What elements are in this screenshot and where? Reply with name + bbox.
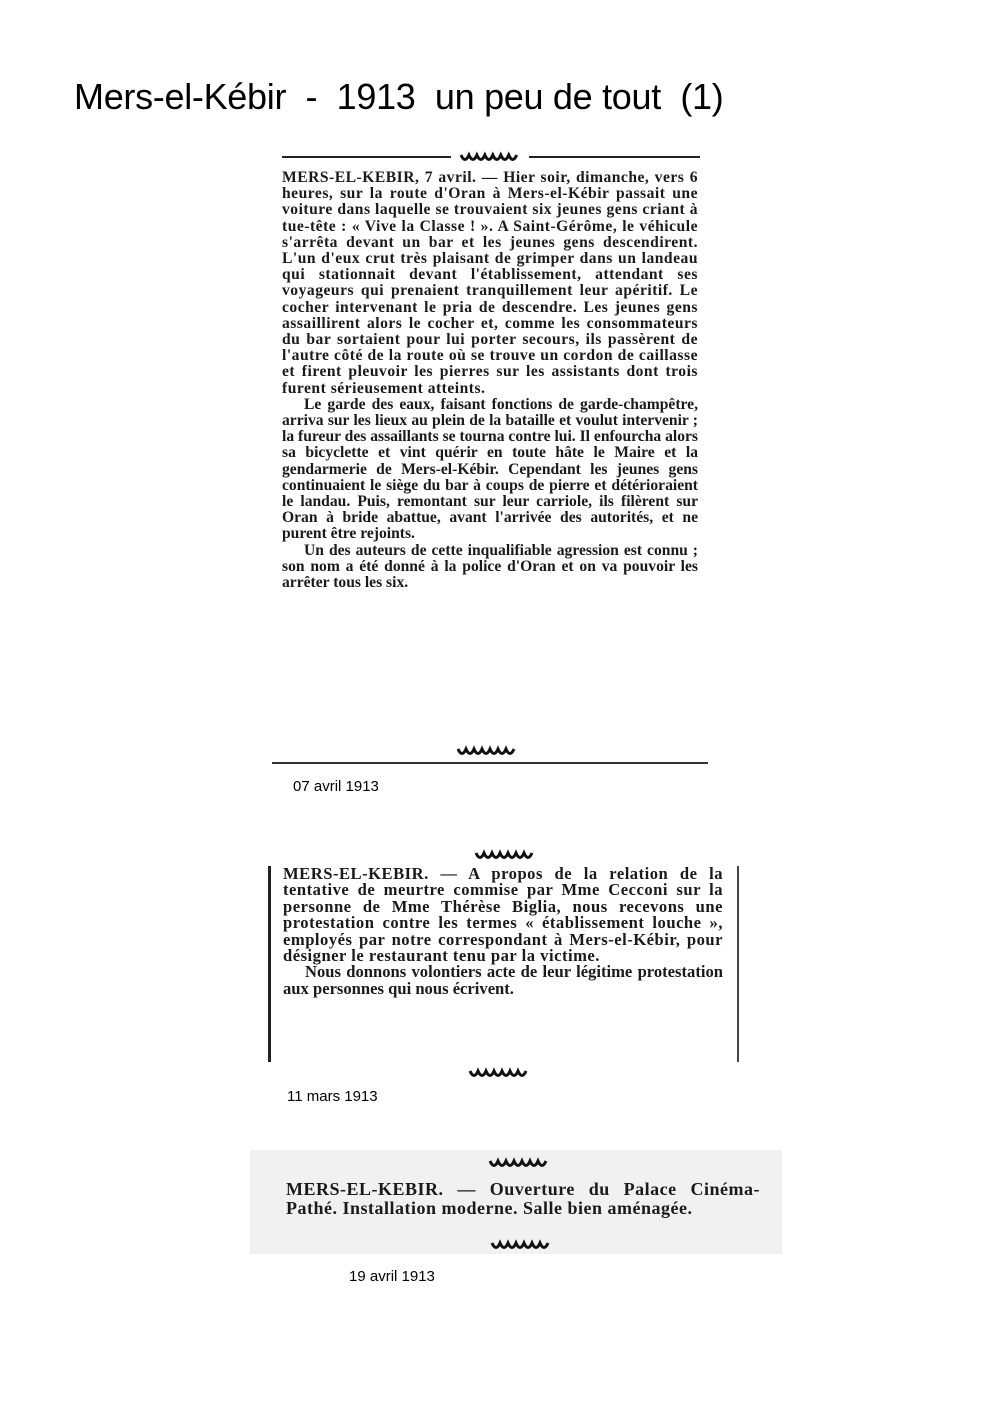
clipping-2-paragraph: Nous donnons volontiers acte de leur légitime protestation aux personnes qui nous écrivent. <box>283 962 723 998</box>
clipping-2-paragraph: MERS-EL-KEBIR. — A propos de la relation de la tentative de meurtre commise par Mme Cecconi sur la personne de Mme Thérèse Biglia, nous recevons une protestation contre les termes « établissement louche », employés par notre correspondant à Mers-el-Kébir, pour désigner le restaurant tenu par la victime. <box>283 864 723 966</box>
wavy-separator-icon <box>488 1156 550 1170</box>
clipping-1-paragraph: Un des auteurs de cette inqualifiable agression est connu ; son nom a été donné à la police d'Oran et on va pouvoir les arrêter tous les six. <box>282 541 698 592</box>
clipping-1-article <box>282 170 698 591</box>
page-title: Mers-el-Kébir - 1913 un peu de tout (1) <box>74 76 724 117</box>
clipping-1-bottom-rule <box>272 762 708 764</box>
wavy-separator-icon <box>490 1238 552 1252</box>
clipping-2-article <box>283 866 723 997</box>
clipping-1-date: 07 avril 1913 <box>293 778 379 795</box>
clipping-3-article <box>286 1180 760 1218</box>
wavy-separator-icon <box>456 744 518 758</box>
wavy-separator-icon <box>459 150 521 164</box>
clipping-1-top-rule <box>282 150 700 164</box>
clipping-3-date: 19 avril 1913 <box>349 1268 435 1285</box>
wavy-separator-icon <box>474 848 536 862</box>
clipping-2-date: 11 mars 1913 <box>287 1088 378 1105</box>
clipping-3-paragraph: MERS-EL-KEBIR. — Ouverture du Palace Cinéma-Pathé. Installation moderne. Salle bien aménagée. <box>286 1179 760 1218</box>
wavy-separator-icon <box>468 1066 530 1080</box>
clipping-1-paragraph: MERS-EL-KEBIR, 7 avril. — Hier soir, dimanche, vers 6 heures, sur la route d'Oran à Mers-el-Kébir passait une voiture dans laquelle se trouvaient six jeunes gens criant à tue-tête : « Vive la Classe ! ». A Saint-Gérôme, le véhicule s'arrêta devant un bar et les jeunes gens descendirent. L'un d'eux crut très plaisant de grimper dans un landeau qui stationnait devant l'établissement, attendant ses voyageurs qui prenaient tranquillement leur apéritif. Le cocher intervenant le pria de descendre. Les jeunes gens assaillirent alors le cocher et, comme les consommateurs du bar sortaient pour lui porter secours, ils passèrent de l'autre côté de la route où se trouve un cordon de caillasse et firent pleuvoir les pierres sur les assistants dont trois furent sérieusement atteints. <box>282 169 698 397</box>
clipping-1-paragraph: Le garde des eaux, faisant fonctions de garde-champêtre, arriva sur les lieux au plein de la bataille et voulut intervenir ; la fureur des assaillants se tourna contre lui. Il enfourcha alors sa bicyclette et vint quérir en toute hâte le Maire et la gendarmerie de Mers-el-Kébir. Cependant les jeunes gens continuaient le siège du bar à coups de pierre et détérioraient le landau. Puis, remontant sur leur carriole, ils filèrent sur Oran à bride abattue, avant l'arrivée des autorités, et ne purent être rejoints. <box>282 395 698 543</box>
